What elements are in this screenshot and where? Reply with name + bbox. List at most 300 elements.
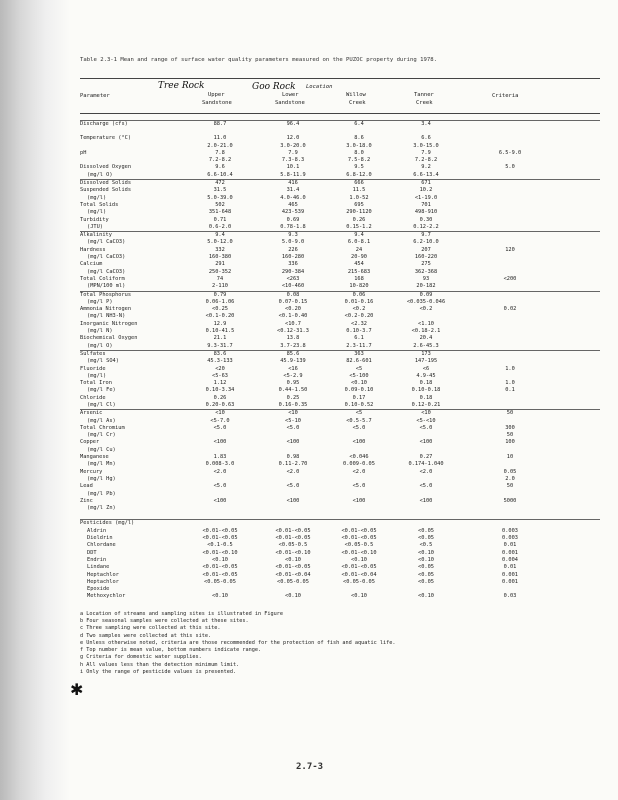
- value-cell: 3.0-18.0: [346, 142, 372, 149]
- table-row: [80, 483, 600, 490]
- parameter-cell: Ammonia Nitrogen: [80, 306, 132, 313]
- table-row: [80, 179, 600, 187]
- table-row: [80, 164, 600, 171]
- margin-asterisk-mark: ✱: [70, 680, 84, 699]
- value-cell: <0.18-2.1: [411, 328, 441, 335]
- value-cell: 0.09: [419, 291, 433, 298]
- value-cell: 31.4: [286, 187, 300, 194]
- value-cell: <5.0: [213, 483, 227, 490]
- parameter-cell: (mg/l): [87, 194, 107, 201]
- value-cell: <0.10: [285, 593, 301, 600]
- value-cell: <0.01-<0.10: [275, 549, 311, 556]
- parameter-cell: Discharge (cfs): [80, 121, 128, 127]
- criteria-cell: 0.01: [503, 564, 517, 571]
- criteria-cell: 50: [506, 410, 514, 417]
- value-cell: <0.01-<0.05: [275, 535, 311, 542]
- value-cell: 0.10-0.18: [411, 387, 441, 394]
- value-cell: <100: [352, 497, 366, 504]
- value-cell: <2.32: [351, 320, 367, 327]
- value-cell: <0.5-5.7: [346, 417, 372, 424]
- footnote: e Unless otherwise noted, criteria are those recommended for the protection of fish and aquatic life.: [80, 639, 396, 646]
- parameter-cell: Sulfates: [80, 350, 106, 357]
- value-cell: <0.01-<0.05: [202, 564, 238, 571]
- value-cell: <0.05-0.5: [278, 542, 308, 549]
- criteria-cell: 5000: [503, 497, 517, 504]
- table-row: [80, 425, 600, 432]
- footnote: h All values less than the detection minimum limit.: [80, 661, 240, 668]
- value-cell: 45.3-133: [207, 358, 233, 365]
- value-cell: 0.69: [286, 216, 300, 223]
- value-cell: 85.6: [286, 350, 300, 357]
- table-row: [80, 217, 600, 224]
- parameter-cell: Arsenic: [80, 410, 103, 417]
- parameter-cell: (mg/l CaCO3): [87, 268, 126, 275]
- value-cell: <2.0: [419, 468, 433, 475]
- value-cell: <0.01-<0.05: [202, 535, 238, 542]
- parameter-cell: pH: [80, 149, 87, 156]
- value-cell: 1.83: [213, 454, 227, 461]
- value-cell: <0.10: [351, 380, 367, 387]
- value-cell: 250-352: [208, 268, 232, 275]
- value-cell: 0.26: [213, 394, 227, 401]
- value-cell: <100: [286, 497, 300, 504]
- value-cell: 10-820: [349, 283, 369, 290]
- table-row: [80, 231, 600, 239]
- value-cell: 45.9-139: [280, 358, 306, 365]
- parameter-cell: Total Coliform: [80, 275, 125, 282]
- handwritten-note-b: Goo Rock: [252, 82, 296, 92]
- criteria-cell: 300: [505, 424, 515, 431]
- value-cell: 6.6-10.4: [207, 171, 233, 178]
- table-row: [80, 593, 600, 600]
- value-cell: 275: [421, 261, 431, 268]
- value-cell: <0.01-<0.05: [341, 527, 377, 534]
- criteria-cell: 0.003: [502, 535, 518, 542]
- table-row: [80, 461, 600, 468]
- value-cell: 502: [215, 201, 225, 208]
- value-cell: <0.05-0.05: [277, 578, 309, 585]
- header-criteria: Criteria: [492, 93, 519, 99]
- value-cell: 0.6-2.0: [208, 223, 232, 230]
- value-cell: <100: [419, 497, 433, 504]
- value-cell: 11.0: [213, 135, 227, 142]
- value-cell: 7.9: [421, 149, 431, 156]
- criteria-cell: 0.001: [502, 571, 518, 578]
- value-cell: <20: [215, 365, 225, 372]
- value-cell: 20.4: [419, 335, 433, 342]
- value-cell: 0.11-2.70: [278, 461, 308, 468]
- value-cell: <0.10: [285, 556, 301, 563]
- value-cell: 160-220: [414, 254, 438, 261]
- parameter-cell: Dissolved Solids: [80, 180, 132, 187]
- parameter-cell: (mg/l Zn): [87, 505, 116, 512]
- criteria-cell: 0.02: [503, 306, 517, 313]
- value-cell: 5.0-9.0: [281, 239, 305, 246]
- value-cell: <0.1-0.40: [278, 313, 308, 320]
- table-row: [80, 254, 600, 261]
- criteria-cell: 0.001: [502, 578, 518, 585]
- value-cell: 0.09-0.10: [344, 387, 374, 394]
- value-cell: 173: [421, 350, 431, 357]
- value-cell: <263: [286, 275, 300, 282]
- parameter-cell: Total Iron: [80, 380, 112, 387]
- value-cell: <2.0: [352, 468, 366, 475]
- value-cell: <5: [355, 365, 363, 372]
- table-row: [80, 454, 600, 461]
- value-cell: 332: [215, 246, 225, 253]
- value-cell: 4.9-45: [416, 372, 436, 379]
- value-cell: <0.01-<0.05: [275, 564, 311, 571]
- value-cell: 1.0-52: [349, 194, 369, 201]
- value-cell: 7.9: [288, 149, 298, 156]
- parameter-cell: (mg/l): [87, 209, 107, 216]
- value-cell: 472: [215, 180, 225, 187]
- parameter-cell: Chloride: [80, 394, 106, 401]
- parameter-cell: Lead: [80, 483, 93, 490]
- criteria-cell: 1.0: [505, 380, 515, 387]
- footnote: c Three sampling were collected at this site.: [80, 625, 221, 632]
- value-cell: <100: [213, 439, 227, 446]
- value-cell: 0.16-0.35: [278, 401, 308, 408]
- value-cell: <0.05: [418, 535, 434, 542]
- value-cell: 12.0: [286, 135, 300, 142]
- table-row: [80, 402, 600, 409]
- value-cell: <100: [419, 439, 433, 446]
- table-row: [80, 120, 600, 128]
- parameter-cell: (mg/l Mn): [87, 461, 116, 468]
- parameter-cell: Heptachlor: [87, 578, 119, 585]
- table-row: [80, 291, 600, 299]
- value-cell: 6.0-8.1: [347, 239, 371, 246]
- criteria-cell: 0.1: [505, 387, 515, 394]
- value-cell: <10: [215, 410, 225, 417]
- value-cell: <0.05-0.05: [343, 578, 375, 585]
- value-cell: 7.3-8.3: [281, 157, 305, 164]
- table-caption: Table 2.3-1 Mean and range of surface water quality parameters measured on the PUZOC property during 1978.: [80, 57, 437, 63]
- value-cell: <5.0: [419, 483, 433, 490]
- value-cell: 82.6-601: [346, 358, 372, 365]
- value-cell: 12.9: [213, 320, 227, 327]
- parameter-cell: (MPN/100 ml): [87, 283, 126, 290]
- parameter-cell: (mg/l P): [87, 298, 113, 305]
- parameter-cell: Lindane: [87, 564, 110, 571]
- value-cell: 0.44-1.50: [278, 387, 308, 394]
- table-row: [80, 328, 600, 335]
- parameter-cell: Endrin: [87, 556, 107, 563]
- table-row: [80, 239, 600, 246]
- value-cell: 6.2-10.0: [413, 239, 439, 246]
- value-cell: <0.01-<0.05: [202, 571, 238, 578]
- parameter-cell: Zinc: [80, 497, 93, 504]
- table-row: [80, 187, 600, 194]
- value-cell: 0.06-1.06: [205, 298, 235, 305]
- parameter-cell: DDT: [87, 549, 97, 556]
- table-row: [80, 528, 600, 535]
- value-cell: 5.0-39.0: [207, 194, 233, 201]
- parameter-cell: (mg/l Fe): [87, 387, 116, 394]
- value-cell: <0.01-<0.05: [341, 535, 377, 542]
- header-col3-line1: Willow: [346, 92, 366, 98]
- table-row: [80, 335, 600, 342]
- value-cell: 0.12-0.21: [411, 401, 441, 408]
- value-cell: 0.79: [213, 291, 227, 298]
- value-cell: 9.4: [354, 232, 364, 239]
- value-cell: 0.71: [213, 216, 227, 223]
- table-row: [80, 269, 600, 276]
- value-cell: 21.1: [213, 335, 227, 342]
- value-cell: 5.8-11.9: [280, 171, 306, 178]
- value-cell: 9.2: [421, 164, 431, 171]
- table-row: [80, 150, 600, 157]
- value-cell: 423-539: [281, 209, 305, 216]
- criteria-cell: 0.01: [503, 542, 517, 549]
- value-cell: <0.01-<0.04: [341, 571, 377, 578]
- criteria-cell: 6.5-9.0: [498, 149, 522, 156]
- footnote: d Two samples were collected at this site.: [80, 632, 212, 639]
- table-row: [80, 172, 600, 179]
- parameter-cell: (mg/l Cu): [87, 446, 116, 453]
- value-cell: 0.008-3.0: [205, 461, 235, 468]
- value-cell: 0.18: [419, 380, 433, 387]
- value-cell: <0.10: [418, 556, 434, 563]
- footnote: a Location of streams and sampling sites is illustrated in Figure: [80, 610, 284, 617]
- table-row: [80, 224, 600, 231]
- value-cell: <6: [422, 365, 430, 372]
- value-cell: <2.0: [213, 468, 227, 475]
- value-cell: <5-63: [212, 372, 228, 379]
- value-cell: <0.5: [419, 542, 433, 549]
- value-cell: <5: [355, 410, 363, 417]
- value-cell: 0.009-0.05: [343, 461, 375, 468]
- value-cell: 10.2: [419, 187, 433, 194]
- parameter-cell: (mg/l Pb): [87, 490, 116, 497]
- parameter-cell: (mg/l SO4): [87, 358, 119, 365]
- value-cell: 10.1: [286, 164, 300, 171]
- value-cell: 1.12: [213, 380, 227, 387]
- criteria-cell: 120: [505, 246, 515, 253]
- criteria-cell: 50: [506, 483, 514, 490]
- value-cell: <10.7: [285, 320, 301, 327]
- header-col4-line1: Tanner: [414, 92, 434, 98]
- table-spacer: [80, 512, 600, 519]
- parameter-cell: Alkalinity: [80, 232, 112, 239]
- header-rule-bottom: [80, 113, 600, 114]
- value-cell: <0.01-<0.05: [275, 527, 311, 534]
- parameter-cell: Aldrin: [87, 527, 107, 534]
- value-cell: <0.05: [418, 578, 434, 585]
- value-cell: 9.6: [215, 164, 225, 171]
- table-row: [80, 313, 600, 320]
- value-cell: 695: [354, 201, 364, 208]
- value-cell: 9.3: [288, 232, 298, 239]
- value-cell: 2.0-21.0: [207, 142, 233, 149]
- value-cell: <0.01-<0.05: [341, 564, 377, 571]
- value-cell: <100: [213, 497, 227, 504]
- table-row: [80, 261, 600, 268]
- value-cell: 3.0-20.0: [280, 142, 306, 149]
- value-cell: <0.10: [418, 549, 434, 556]
- value-cell: <100: [352, 439, 366, 446]
- value-cell: 498-910: [414, 209, 438, 216]
- value-cell: <0.01-<0.10: [341, 549, 377, 556]
- value-cell: 147-195: [414, 358, 438, 365]
- header-col1-line1: Upper: [208, 92, 225, 98]
- value-cell: 0.174-1.040: [408, 461, 444, 468]
- value-cell: 0.27: [419, 454, 433, 461]
- value-cell: <0.10: [418, 593, 434, 600]
- value-cell: 0.18: [419, 394, 433, 401]
- header-col3-line2: Creek: [349, 100, 366, 106]
- criteria-cell: <200: [503, 275, 517, 282]
- value-cell: <5-7.0: [210, 417, 230, 424]
- parameter-cell: (mg/l O): [87, 342, 113, 349]
- value-cell: 215-683: [347, 268, 371, 275]
- parameter-cell: Suspended Solids: [80, 187, 132, 194]
- value-cell: <0.046: [349, 454, 369, 461]
- value-cell: 8.6: [354, 135, 364, 142]
- parameter-cell: Dissolved Oxygen: [80, 164, 132, 171]
- footnote: f Top number is mean value, bottom numbers indicate range.: [80, 647, 262, 654]
- value-cell: 0.98: [286, 454, 300, 461]
- table-row: [80, 447, 600, 454]
- value-cell: 160-280: [281, 254, 305, 261]
- value-cell: 290-1120: [346, 209, 372, 216]
- value-cell: 0.10-3.7: [346, 328, 372, 335]
- value-cell: 9.5: [354, 164, 364, 171]
- parameter-cell: (mg/l): [87, 372, 107, 379]
- parameter-cell: (mg/l O): [87, 171, 113, 178]
- value-cell: 9.7: [421, 232, 431, 239]
- table-row: [80, 202, 600, 209]
- value-cell: 20-182: [416, 283, 436, 290]
- value-cell: 207: [421, 246, 431, 253]
- table-row: [80, 439, 600, 446]
- value-cell: 0.08: [286, 291, 300, 298]
- criteria-cell: 0.003: [502, 527, 518, 534]
- value-cell: 0.01-0.16: [344, 298, 374, 305]
- value-cell: 74: [216, 275, 224, 282]
- parameter-cell: Methoxychlor: [87, 593, 126, 600]
- value-cell: 11.5: [352, 187, 366, 194]
- value-cell: 83.6: [213, 350, 227, 357]
- table-row: [80, 564, 600, 571]
- header-col2-line2: Sandstone: [275, 100, 305, 106]
- value-cell: 6.6: [421, 135, 431, 142]
- parameter-cell: (mg/l CaCO3): [87, 254, 126, 261]
- value-cell: <0.10: [212, 593, 228, 600]
- header-location: Location: [306, 84, 333, 90]
- table-row: [80, 432, 600, 439]
- table-row: [80, 380, 600, 387]
- parameter-cell: Total Solids: [80, 201, 119, 208]
- value-cell: 454: [354, 261, 364, 268]
- value-cell: 666: [354, 180, 364, 187]
- value-cell: <5-2.9: [283, 372, 303, 379]
- value-cell: <0.1-0.20: [205, 313, 235, 320]
- value-cell: 168: [354, 275, 364, 282]
- value-cell: 336: [288, 261, 298, 268]
- value-cell: 13.8: [286, 335, 300, 342]
- value-cell: <5.0: [213, 424, 227, 431]
- parameter-cell: Pesticides (mg/l): [80, 520, 135, 527]
- value-cell: <0.10: [351, 593, 367, 600]
- value-cell: 0.12-2.2: [413, 223, 439, 230]
- table-row: [80, 143, 600, 150]
- value-cell: 362-368: [414, 268, 438, 275]
- parameter-cell: (mg/l CaCO3): [87, 239, 126, 246]
- value-cell: 290-384: [281, 268, 305, 275]
- parameter-cell: (mg/l Hg): [87, 475, 116, 482]
- criteria-cell: 50: [506, 432, 514, 439]
- value-cell: <0.035-0.046: [406, 298, 446, 305]
- value-cell: 0.26: [352, 216, 366, 223]
- value-cell: 3.0-15.0: [413, 142, 439, 149]
- value-cell: 96.4: [286, 121, 300, 127]
- value-cell: 6.1: [354, 335, 364, 342]
- value-cell: 0.07-0.15: [278, 298, 308, 305]
- value-cell: <0.01-<0.05: [202, 527, 238, 534]
- table-row: [80, 476, 600, 483]
- criteria-cell: 0.05: [503, 468, 517, 475]
- value-cell: <0.05: [418, 527, 434, 534]
- parameter-cell: (mg/l N): [87, 328, 113, 335]
- value-cell: <0.12-31.3: [277, 328, 309, 335]
- table-row: [80, 321, 600, 328]
- parameter-cell: Manganese: [80, 454, 109, 461]
- value-cell: 291: [215, 261, 225, 268]
- value-cell: <2.0: [286, 468, 300, 475]
- value-cell: <5.0: [286, 424, 300, 431]
- table-row: [80, 358, 600, 365]
- criteria-cell: 5.0: [505, 164, 515, 171]
- parameter-cell: Inorganic Nitrogen: [80, 320, 138, 327]
- value-cell: 31.5: [213, 187, 227, 194]
- value-cell: <0.20: [285, 306, 301, 313]
- handwritten-note-a: Tree Rock: [158, 81, 205, 91]
- parameter-cell: Epoxide: [87, 586, 110, 593]
- page-number: 2.7-3: [296, 762, 324, 772]
- parameter-cell: Fluoride: [80, 365, 106, 372]
- value-cell: 0.17: [352, 394, 366, 401]
- value-cell: 363: [354, 350, 364, 357]
- criteria-cell: 0.001: [502, 549, 518, 556]
- footnote: b Four seasonal samples were collected at these sites.: [80, 618, 249, 624]
- value-cell: <0.10: [351, 556, 367, 563]
- footnote: g Criteria for domestic water supplies.: [80, 654, 202, 661]
- value-cell: 0.15-1.2: [346, 223, 372, 230]
- value-cell: <0.05: [418, 571, 434, 578]
- parameter-cell: Temperature (°C): [80, 135, 132, 142]
- value-cell: 0.95: [286, 380, 300, 387]
- value-cell: 7.5-8.2: [347, 157, 371, 164]
- value-cell: 9.4: [215, 232, 225, 239]
- value-cell: 351-648: [208, 209, 232, 216]
- table-row: [80, 373, 600, 380]
- table-row: [80, 535, 600, 542]
- value-cell: 226: [288, 246, 298, 253]
- scan-shadow-edge: [0, 0, 70, 800]
- table-row: [80, 409, 600, 417]
- header-parameter: Parameter: [80, 93, 110, 99]
- table-row: [80, 283, 600, 290]
- parameter-cell: Copper: [80, 439, 100, 446]
- parameter-cell: Dieldrin: [87, 535, 113, 542]
- value-cell: 20-90: [351, 254, 367, 261]
- value-cell: <100: [286, 439, 300, 446]
- header-col4-line2: Creek: [416, 100, 433, 106]
- value-cell: 88.7: [213, 121, 227, 127]
- header-col1-line2: Sandstone: [202, 100, 232, 106]
